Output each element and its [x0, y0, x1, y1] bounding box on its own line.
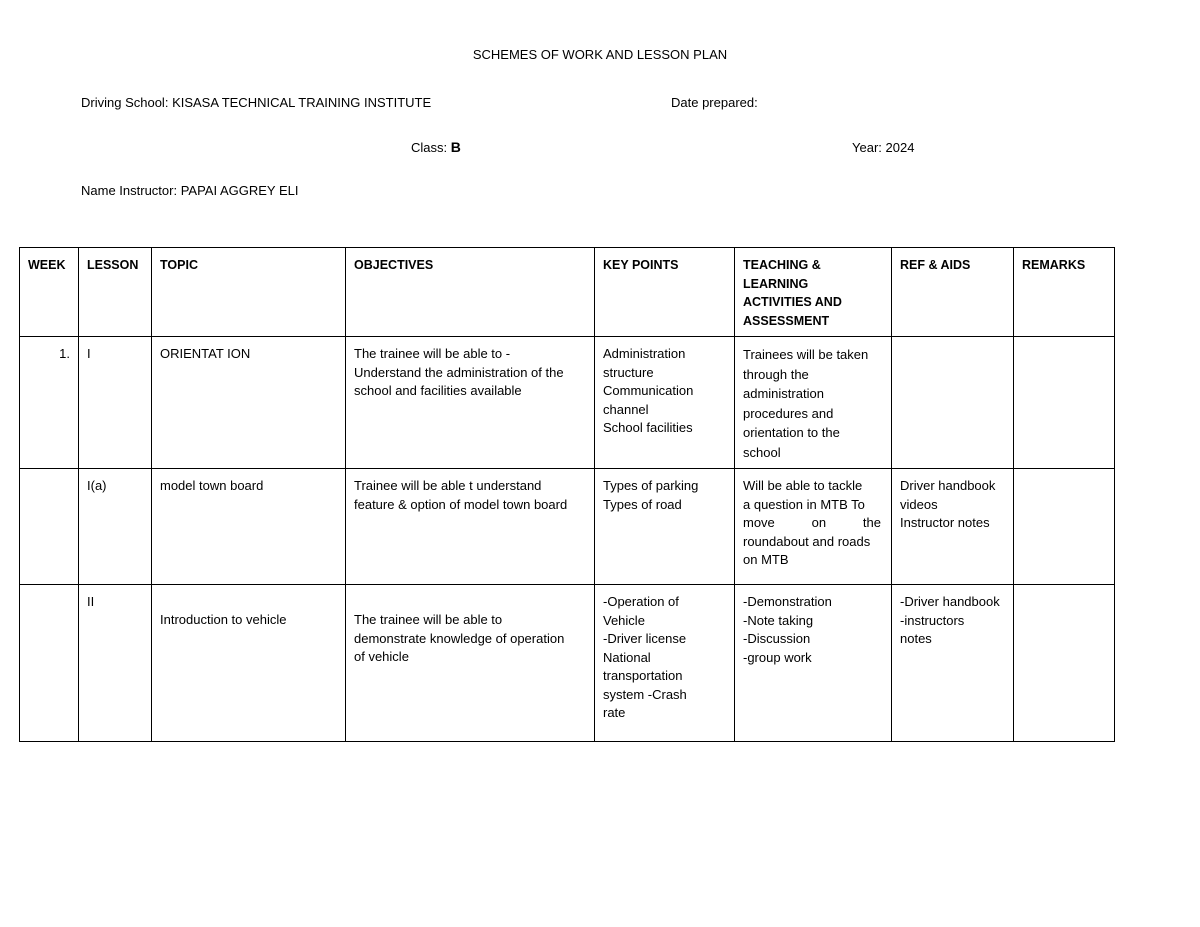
class-line: [411, 139, 461, 155]
year-label: Year:: [852, 140, 882, 155]
header-week: WEEK: [20, 248, 79, 337]
header-topic: TOPIC: [152, 248, 346, 337]
cell-topic: model town board: [152, 469, 346, 585]
instructor-label: Name Instructor:: [81, 183, 178, 198]
instructor-value: PAPAI AGGREY ELI: [180, 183, 299, 198]
activities-justified-line: move on the: [743, 515, 881, 530]
cell-lesson: I(a): [79, 469, 152, 585]
cell-activities: -Demonstration -Note taking -Discussion -group work: [735, 585, 892, 742]
cell-objectives: The trainee will be able to - Understand the administration of the school and facilities available: [346, 337, 595, 469]
cell-key-points: Types of parking Types of road: [595, 469, 735, 585]
cell-ref-aids: Driver handbook videos Instructor notes: [892, 469, 1014, 585]
header-objectives: OBJECTIVES: [346, 248, 595, 337]
table-header-row: [20, 248, 1115, 337]
table-row: [20, 469, 1115, 585]
date-prepared-label: Date prepared:: [671, 95, 758, 110]
cell-objectives: The trainee will be able to demonstrate knowledge of operation of vehicle: [346, 585, 595, 742]
table-row: [20, 585, 1115, 742]
class-label: Class:: [411, 140, 448, 155]
year-line: [852, 140, 914, 155]
cell-remarks: [1014, 337, 1115, 469]
header-lesson: LESSON: [79, 248, 152, 337]
school-line: [81, 95, 431, 110]
cell-week: [20, 469, 79, 585]
page-title: SCHEMES OF WORK AND LESSON PLAN: [472, 47, 728, 62]
header-remarks: REMARKS: [1014, 248, 1115, 337]
cell-ref-aids: -Driver handbook -instructors notes: [892, 585, 1014, 742]
class-value: B: [450, 139, 461, 155]
cell-remarks: [1014, 469, 1115, 585]
header-teaching-activities: TEACHING & LEARNING ACTIVITIES AND ASSESSMENT: [735, 248, 892, 337]
cell-objectives: Trainee will be able t understand feature & option of model town board: [346, 469, 595, 585]
cell-topic: Introduction to vehicle: [152, 585, 346, 742]
cell-lesson: I: [79, 337, 152, 469]
cell-activities: Will be able to tackle a question in MTB To move on the roundabout and roads on MTB: [735, 469, 892, 585]
table-row: [20, 337, 1115, 469]
instructor-line: [81, 183, 299, 198]
cell-week: [20, 585, 79, 742]
cell-activities: Trainees will be taken through the administration procedures and orientation to the school: [735, 337, 892, 469]
school-value: KISASA TECHNICAL TRAINING INSTITUTE: [172, 95, 432, 110]
lesson-plan-table: [19, 247, 1115, 742]
cell-week: 1.: [20, 337, 79, 469]
cell-key-points: -Operation of Vehicle -Driver license National transportation system -Crash rate: [595, 585, 735, 742]
cell-key-points: Administration structure Communication channel School facilities: [595, 337, 735, 469]
cell-remarks: [1014, 585, 1115, 742]
cell-ref-aids: [892, 337, 1014, 469]
header-ref-aids: REF & AIDS: [892, 248, 1014, 337]
header-key-points: KEY POINTS: [595, 248, 735, 337]
cell-topic: ORIENTAT ION: [152, 337, 346, 469]
cell-lesson: II: [79, 585, 152, 742]
school-label: Driving School:: [81, 95, 169, 110]
year-value: 2024: [885, 140, 915, 155]
